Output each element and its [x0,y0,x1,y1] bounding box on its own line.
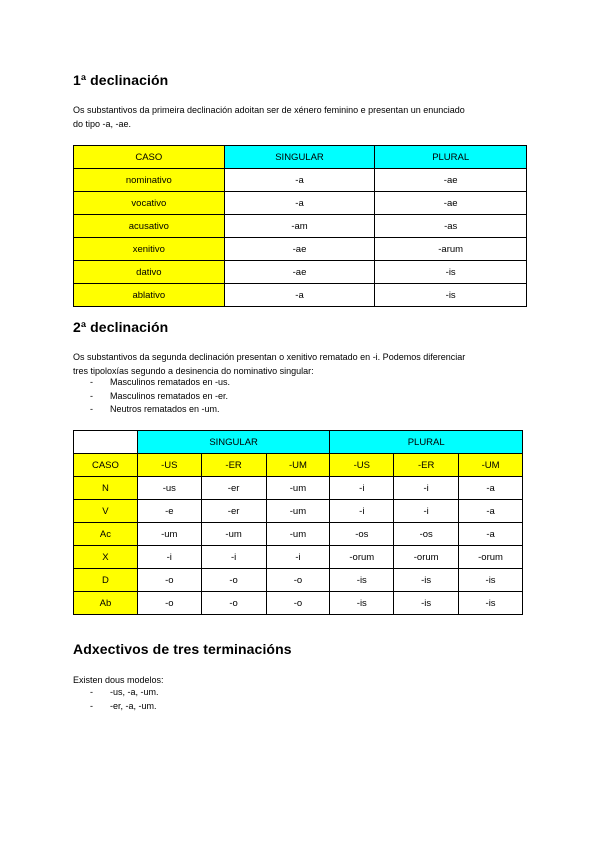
section1-intro-line1: Os substantivos da primeira declinación adoitan ser de xénero feminino e presentan un enunciado [73,105,465,115]
table-row [74,169,527,192]
ending-cell: -is [330,569,394,592]
list-dash: - [90,377,93,387]
adjective-model-list [90,686,159,713]
ending-cell: -a [459,477,523,500]
ending-cell: -i [201,546,266,569]
case-cell: vocativo [74,192,225,215]
table-row [74,546,523,569]
table-row [74,192,527,215]
ending-cell: -i [266,546,330,569]
ending-cell: -o [266,569,330,592]
case-cell: dativo [74,261,225,284]
ending-cell: -is [330,592,394,615]
section2-intro-line2: tres tipoloxías segundo a desinencia do nominativo singular: [73,366,314,376]
table-row [74,238,527,261]
table-row [74,523,523,546]
ending-cell: -i [330,500,394,523]
ending-cell: -er [201,477,266,500]
plural-cell: -as [375,215,527,238]
blank-corner-cell [74,431,138,454]
plural-cell: -is [375,261,527,284]
table-row [74,569,523,592]
plural-cell: -arum [375,238,527,261]
table-row [74,592,523,615]
header-singular: SINGULAR [224,146,375,169]
ending-cell: -i [394,500,459,523]
ending-cell: -os [394,523,459,546]
noun-type-list [90,376,230,417]
section3-intro: Existen dous modelos: [73,675,164,685]
singular-cell: -ae [224,238,375,261]
header-sing-er: -ER [201,454,266,477]
header-sing-us: -US [137,454,201,477]
ending-cell: -e [137,500,201,523]
plural-cell: -ae [375,169,527,192]
header-plural: PLURAL [375,146,527,169]
ending-cell: -o [137,569,201,592]
case-cell: nominativo [74,169,225,192]
header-plur-er: -ER [394,454,459,477]
list-item: - Masculinos rematados en -us. [90,376,230,390]
case-cell: D [74,569,138,592]
ending-cell: -is [459,569,523,592]
ending-cell: -a [459,500,523,523]
header-plur-um: -UM [459,454,523,477]
list-dash: - [90,390,93,401]
ending-cell: -er [201,500,266,523]
singular-cell: -a [224,284,375,307]
ending-cell: -i [330,477,394,500]
section2-title: 2ª declinación [73,319,169,335]
plural-cell: -is [375,284,527,307]
list-dash: - [90,700,93,711]
case-cell: ablativo [74,284,225,307]
ending-cell: -orum [394,546,459,569]
section1-intro-line2: do tipo -a, -ae. [73,119,132,129]
list-item: - Neutros rematados en -um. [90,403,230,417]
section2-intro-line1: Os substantivos da segunda declinación presentan o xenitivo rematado en -i. Podemos diferenciar [73,352,466,362]
ending-cell: -o [266,592,330,615]
table-row [74,477,523,500]
ending-cell: -orum [330,546,394,569]
section3-title: Adxectivos de tres terminacións [73,641,292,657]
ending-cell: -o [201,592,266,615]
ending-cell: -um [266,477,330,500]
ending-cell: -us [137,477,201,500]
ending-cell: -um [137,523,201,546]
header-caso: CASO [74,146,225,169]
table-row [74,284,527,307]
group-header-plural: PLURAL [330,431,523,454]
singular-cell: -a [224,192,375,215]
table-row [74,215,527,238]
plural-cell: -ae [375,192,527,215]
second-declension-table [73,430,523,615]
section1-title: 1ª declinación [73,72,169,88]
list-item: - -er, -a, -um. [90,700,159,714]
list-dash: - [90,687,93,697]
singular-cell: -am [224,215,375,238]
case-cell: V [74,500,138,523]
list-item: - Masculinos rematados en -er. [90,390,230,404]
ending-cell: -os [330,523,394,546]
singular-cell: -ae [224,261,375,284]
ending-cell: -is [459,592,523,615]
header-caso: CASO [74,454,138,477]
list-dash: - [90,404,93,414]
case-cell: N [74,477,138,500]
first-declension-table [73,145,527,307]
ending-cell: -um [266,523,330,546]
table-row [74,261,527,284]
case-cell: X [74,546,138,569]
group-header-singular: SINGULAR [137,431,330,454]
ending-cell: -o [137,592,201,615]
ending-cell: -orum [459,546,523,569]
section2-intro [73,350,533,378]
case-cell: acusativo [74,215,225,238]
list-item: - -us, -a, -um. [90,686,159,700]
section1-intro [73,103,533,131]
ending-cell: -um [201,523,266,546]
ending-cell: -is [394,569,459,592]
ending-cell: -um [266,500,330,523]
case-cell: Ac [74,523,138,546]
singular-cell: -a [224,169,375,192]
ending-cell: -i [137,546,201,569]
ending-cell: -i [394,477,459,500]
ending-cell: -is [394,592,459,615]
header-plur-us: -US [330,454,394,477]
case-cell: xenitivo [74,238,225,261]
table-row [74,500,523,523]
ending-cell: -a [459,523,523,546]
case-cell: Ab [74,592,138,615]
header-sing-um: -UM [266,454,330,477]
ending-cell: -o [201,569,266,592]
